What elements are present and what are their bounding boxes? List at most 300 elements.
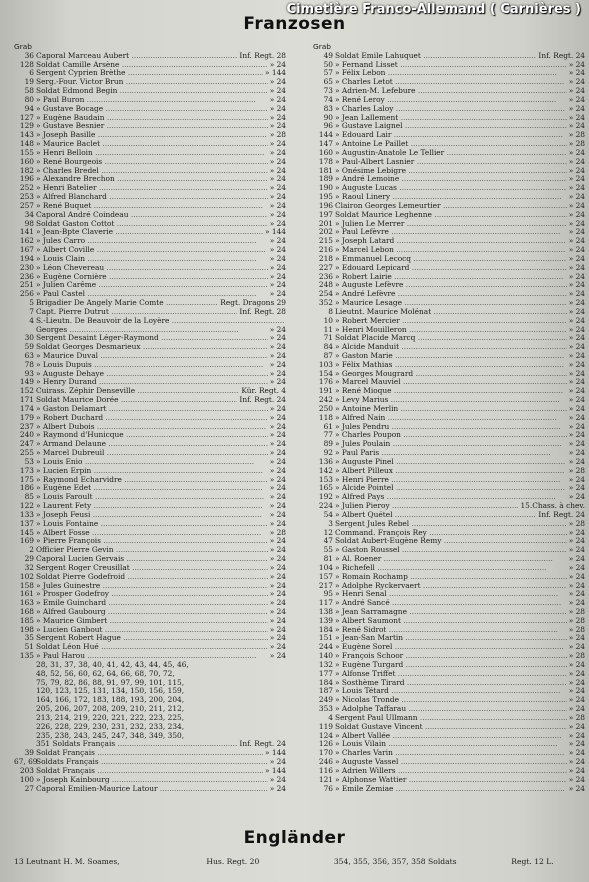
grave-number: 136 [318, 456, 333, 466]
grave-entry [313, 370, 585, 379]
regiment: » 24 [269, 289, 286, 299]
grave-number: 236 [19, 271, 34, 281]
regiment: » 24 [269, 342, 286, 352]
grave-entry [313, 776, 585, 785]
grave-number: 11 [323, 324, 333, 334]
grave-entry [313, 290, 585, 299]
regiment: » 24 [568, 721, 585, 731]
grave-entry [14, 140, 286, 149]
grave-entry [14, 740, 286, 749]
soldier-name: » Alfred Nain ..... [335, 414, 567, 423]
soldier-name: » Alfred Pays ..... [335, 493, 567, 502]
regiment: » 28 [568, 712, 585, 722]
grave-entry [14, 564, 286, 573]
soldier-name: » Robert Duchard ..... [36, 414, 268, 423]
soldier-name: » Joseph Basille ..... [36, 131, 268, 140]
regiment: » 24 [568, 642, 585, 652]
grave-number: 94 [24, 103, 34, 113]
regiment: » 24 [568, 554, 585, 564]
grave-entry [313, 308, 585, 317]
soldier-name: » Prosper Godefroy ..... [36, 590, 268, 599]
regiment: » 24 [568, 448, 585, 458]
soldier-name: » Albert Pilleux ..... [335, 467, 567, 476]
grave-entry [14, 264, 286, 273]
grave-entry [313, 758, 585, 767]
soldier-name: » Onésime Lebigre ..... [335, 167, 567, 176]
regiment: » 24 [269, 562, 286, 572]
grave-entry [14, 343, 286, 352]
soldier-name: » Laurent Fety ..... [36, 502, 268, 511]
grave-number: 240 [19, 430, 34, 440]
regiment: » 28 [269, 527, 286, 537]
regiment: » 24 [269, 615, 286, 625]
grave-entry [14, 599, 286, 608]
soldier-name: » Henri Batelier ..... [36, 184, 268, 193]
soldier-name: » Jean-San Martin ..... [335, 634, 567, 643]
grave-number: 139 [318, 615, 333, 625]
soldier-name: » Charles Letot ..... [335, 78, 567, 87]
grave-number: 4 [328, 712, 333, 722]
soldier-name: » Julien Pieroy ..... [335, 502, 518, 511]
soldier-name: » Auguste Dehaye ..... [36, 370, 268, 379]
grave-entry [14, 467, 286, 476]
grave-number: 176 [318, 377, 333, 387]
grave-entry [14, 776, 286, 785]
grave-number: 177 [318, 668, 333, 678]
grave-number: 74 [323, 94, 333, 104]
soldier-name: » Al. Roener ..... [335, 555, 567, 564]
grave-number: 77 [323, 430, 333, 440]
regiment: » 24 [269, 86, 286, 96]
grave-entry [14, 308, 286, 317]
regiment: » 24 [568, 783, 585, 793]
regiment: » 24 [568, 200, 585, 210]
grave-entry [14, 361, 286, 370]
soldier-name: Sergent Cyprien Brèthe ..... [36, 69, 263, 78]
grave-entry [14, 749, 286, 758]
regiment: » 24 [269, 430, 286, 440]
soldier-name: Cuirass. Zéphir Denseville ..... [36, 387, 239, 396]
grave-entry [14, 158, 286, 167]
grave-entry [313, 705, 585, 714]
grave-number: 19 [24, 77, 34, 87]
regiment: » 24 [269, 262, 286, 272]
grave-number: 203 [19, 765, 34, 775]
soldier-name: » Adrien Willers ..... [335, 767, 567, 776]
soldier-name: » Joseph Kainbourg ..... [36, 776, 268, 785]
grave-number: 51 [24, 642, 34, 652]
grave-entry [14, 149, 286, 158]
soldier-name: » Henri Pierre ..... [335, 476, 567, 485]
grave-number: 257 [19, 200, 34, 210]
grave-number: 95 [323, 589, 333, 599]
soldier-name: » Gustave Besnier ..... [36, 122, 268, 131]
regiment: » 24 [269, 103, 286, 113]
soldier-name: » Eugène Baudain ..... [36, 114, 268, 123]
grave-entry [313, 264, 585, 273]
soldier-name: » Jean-Bpte Claverie ..... [36, 228, 263, 237]
regiment: » 24 [568, 430, 585, 440]
grave-entry [313, 352, 585, 361]
regiment: » 24 [269, 501, 286, 511]
grave-number: 144 [318, 130, 333, 140]
regiment: 15.Chass. à chev. [520, 501, 585, 511]
heading-franzosen: Franzosen [243, 14, 346, 34]
grave-numbers-line: 226, 228, 229, 230, 231, 232, 233, 234, [36, 721, 185, 731]
grave-entry [14, 211, 286, 220]
grave-entry [313, 440, 585, 449]
grave-entry [313, 476, 585, 485]
regiment: » 24 [568, 227, 585, 237]
regiment: » 24 [568, 368, 585, 378]
grave-entry [313, 573, 585, 582]
grave-number: 85 [24, 492, 34, 502]
soldier-name: Georges ..... [36, 326, 268, 335]
grave-entry [14, 396, 286, 405]
grave-number: 126 [318, 739, 333, 749]
regiment: » 24 [568, 536, 585, 546]
regiment: » 24 [269, 783, 286, 793]
regiment: » 24 [269, 147, 286, 157]
grave-entry [313, 511, 585, 520]
grave-entry [313, 555, 585, 564]
grave-number: 100 [19, 774, 34, 784]
grave-number: 145 [19, 527, 34, 537]
grave-entry [313, 661, 585, 670]
grave-entry [14, 643, 286, 652]
regiment: » 24 [568, 112, 585, 122]
soldier-name: » Julien Carême ..... [36, 281, 268, 290]
grave-number: 76 [323, 783, 333, 793]
grave-entry [14, 502, 286, 511]
grave-entry [14, 61, 286, 70]
soldier-name: » Charles Laloy ..... [335, 105, 567, 114]
grave-entry [313, 167, 585, 176]
grave-number: 128 [19, 59, 34, 69]
grave-number: 153 [318, 474, 333, 484]
regiment: » 24 [568, 253, 585, 263]
grave-numbers-line: 235, 238, 243, 245, 247, 348, 349, 350, [36, 730, 185, 740]
regiment: » 24 [269, 218, 286, 228]
soldier-name: » Jean Sarramagne ..... [335, 608, 567, 617]
grave-number: 81 [323, 554, 333, 564]
regiment: Inf. Regt. 28 [239, 306, 286, 316]
grave-number: 53 [24, 456, 34, 466]
soldier-name: » André Sancé ..... [335, 599, 567, 608]
english-left-regiment: Hus. Regt. 20 [206, 857, 260, 866]
regiment: » 28 [568, 651, 585, 661]
grave-numbers-line: 28, 31, 37, 38, 40, 41, 42, 43, 44, 45, 46, [36, 659, 189, 669]
grave-number: 201 [318, 218, 333, 228]
grave-number: 227 [318, 262, 333, 272]
grave-entry [14, 476, 286, 485]
grave-number: 65 [323, 77, 333, 87]
grave-number: 174 [19, 403, 34, 413]
soldier-name: » Eugène Cornière ..... [36, 273, 268, 282]
soldier-name: » Joseph Feusi ..... [36, 511, 268, 520]
grave-number: 191 [318, 386, 333, 396]
grave-entry [14, 431, 286, 440]
soldier-name: » Gaston Delamart ..... [36, 405, 268, 414]
soldier-name: » Louis Clain ..... [36, 255, 268, 264]
grave-number: 237 [19, 421, 34, 431]
soldier-name: » René Sidrot ..... [335, 626, 567, 635]
grave-entry [14, 220, 286, 229]
soldier-name: Soldat Aubert-Eugène Remy ..... [335, 537, 567, 546]
regiment: » 24 [568, 333, 585, 343]
grave-entry [313, 69, 585, 78]
grave-entry [14, 193, 286, 202]
grave-entry [313, 326, 585, 335]
grave-entry [313, 590, 585, 599]
regiment: » 24 [568, 121, 585, 131]
grave-number: 185 [19, 615, 34, 625]
soldier-name: Caporal Lucien Gervais ..... [36, 555, 268, 564]
grave-entry [14, 582, 286, 591]
english-left-entry: 13 Leutnant H. M. Soames, [14, 857, 120, 866]
grave-number: 254 [318, 289, 333, 299]
soldier-name: » Gustave Laignel ..... [335, 122, 567, 131]
regiment: » 24 [568, 298, 585, 308]
regiment: » 24 [568, 94, 585, 104]
grave-number: 255 [19, 448, 34, 458]
regiment: » 24 [568, 677, 585, 687]
grave-entry [14, 202, 286, 211]
regiment: » 24 [568, 456, 585, 466]
grave-entry [313, 193, 585, 202]
english-graves-line [14, 857, 579, 866]
grave-number: 165 [318, 483, 333, 493]
regiment: » 28 [568, 615, 585, 625]
soldier-name: » Paul Harou ..... [36, 652, 268, 661]
grave-entry [14, 87, 286, 96]
soldier-name: » Maurice Gimbert ..... [36, 617, 268, 626]
grave-number: 35 [24, 633, 34, 643]
soldier-name: » Joseph Latard ..... [335, 237, 567, 246]
grave-number: 244 [318, 642, 333, 652]
regiment: » 24 [568, 342, 585, 352]
soldier-name: » Albert Coville ..... [36, 246, 268, 255]
soldier-name: Brigadier De Angely Marie Comte ..... [36, 299, 218, 308]
grave-entry [313, 458, 585, 467]
regiment: » 24 [269, 651, 286, 661]
soldier-name: » Raymond d'Hunicque ..... [36, 431, 268, 440]
grave-entry [14, 281, 286, 290]
regiment: » 24 [568, 386, 585, 396]
regiment: » 24 [568, 545, 585, 555]
soldier-name: Soldat Edmond Begin ..... [36, 87, 268, 96]
regiment: Inf. Regt. 24 [239, 739, 286, 749]
grave-number: 162 [19, 236, 34, 246]
soldier-name: » Nicolas Tronde ..... [335, 696, 567, 705]
grave-number: 181 [318, 165, 333, 175]
regiment: » 24 [269, 518, 286, 528]
regiment: » 144 [265, 765, 286, 775]
regiment: » 24 [269, 94, 286, 104]
grave-number: 49 [323, 50, 333, 60]
grave-number: 152 [19, 386, 34, 396]
regiment: » 24 [269, 589, 286, 599]
regiment: » 24 [568, 730, 585, 740]
grave-number: 32 [24, 562, 34, 572]
regiment: » 24 [269, 545, 286, 555]
soldier-name: Soldat Pierre Godefroid ..... [36, 573, 268, 582]
soldier-name: Capt. Pierre Dutrut ..... [36, 308, 237, 317]
grave-numbers-line: 205, 206, 207, 208, 209, 210, 211, 212, [36, 704, 185, 714]
regiment: » 24 [568, 686, 585, 696]
regiment: » 24 [568, 271, 585, 281]
grave-number: 186 [19, 483, 34, 493]
grave-entry [313, 626, 585, 635]
regiment: » 24 [269, 554, 286, 564]
regiment: » 24 [568, 68, 585, 78]
grave-number: 39 [24, 748, 34, 758]
grave-numbers-line: 48, 52, 56, 60, 62, 64, 66, 68, 70, 72, [36, 668, 175, 678]
grave-number: 230 [19, 262, 34, 272]
soldier-name: » Charles Bredel ..... [36, 167, 268, 176]
grave-entry [313, 175, 585, 184]
regiment: » 24 [568, 598, 585, 608]
soldier-name: 351 Soldats Français ..... [36, 740, 237, 749]
grave-number: 196 [318, 200, 333, 210]
grave-number: 118 [318, 412, 333, 422]
soldier-name: Soldats Français ..... [36, 758, 268, 767]
soldier-name: » Lucien Erpin ..... [36, 467, 268, 476]
grave-entry [313, 767, 585, 776]
soldier-name: » Paul Paris ..... [335, 449, 567, 458]
grave-entry [313, 184, 585, 193]
grave-number: 160 [318, 147, 333, 157]
grave-entry [14, 370, 286, 379]
soldier-name: » Marcel Lebon ..... [335, 246, 567, 255]
grave-number: 184 [318, 677, 333, 687]
grave-number: 92 [323, 448, 333, 458]
regiment: » 28 [568, 518, 585, 528]
grave-entry [313, 396, 585, 405]
grave-number: 27 [24, 783, 34, 793]
grave-entry [313, 405, 585, 414]
grave-entry [313, 202, 585, 211]
grave-numbers-line: 75, 79, 82, 86, 88, 91, 97, 99, 101, 115, [36, 677, 185, 687]
regiment: » 24 [269, 368, 286, 378]
soldier-name: » Raymond Echarvidre ..... [36, 476, 268, 485]
grave-number: 173 [19, 465, 34, 475]
regiment: » 24 [269, 474, 286, 484]
regiment: Inf. Regt. 24 [239, 395, 286, 405]
regiment: » 24 [568, 580, 585, 590]
soldier-name: » Robert Lairie ..... [335, 273, 567, 282]
soldier-name: » Auguste Lefèvre ..... [335, 281, 567, 290]
regiment: » 24 [568, 192, 585, 202]
grave-number: 251 [19, 280, 34, 290]
grave-entry [14, 69, 286, 78]
regiment: » 24 [568, 183, 585, 193]
regiment: » 24 [568, 757, 585, 767]
grave-entry [313, 467, 585, 476]
soldier-name: » Julien Le Merrer ..... [335, 220, 567, 229]
soldier-name: » Gaston Roussel ..... [335, 546, 567, 555]
grave-number: 59 [24, 342, 34, 352]
grave-entry [313, 679, 585, 688]
grave-entry [313, 617, 585, 626]
grave-number: 80 [24, 94, 34, 104]
soldier-name: Soldat Léon Hué ..... [36, 643, 268, 652]
grave-number: 184 [318, 624, 333, 634]
soldier-name: » Alfred Blanchard ..... [36, 193, 268, 202]
grave-number: 84 [323, 342, 333, 352]
soldier-name: » Charles Poupon ..... [335, 431, 567, 440]
grave-number: 224 [318, 501, 333, 511]
regiment: » 24 [269, 77, 286, 87]
regiment: » 24 [269, 59, 286, 69]
grave-number: 4 [29, 315, 34, 325]
regiment: » 24 [269, 757, 286, 767]
regiment: » 24 [269, 465, 286, 475]
regiment: » 24 [568, 103, 585, 113]
soldier-name: » René Buquet ..... [36, 202, 268, 211]
soldier-name: » Alfonse Triffet ..... [335, 670, 567, 679]
grave-number: 198 [19, 624, 34, 634]
regiment: » 24 [568, 156, 585, 166]
regiment: » 24 [568, 77, 585, 87]
grave-entry [14, 317, 286, 326]
grave-number: 253 [19, 192, 34, 202]
grave-numbers-line: 120, 123, 125, 131, 134, 150, 156, 159, [36, 686, 185, 696]
soldier-name: » Albert Saumont ..... [335, 617, 567, 626]
regiment: Inf. Regt. 24 [538, 509, 585, 519]
grave-number: 127 [19, 112, 34, 122]
soldier-name: » Henry Durand ..... [36, 378, 268, 387]
grave-number: 168 [19, 607, 34, 616]
grave-number: 170 [318, 748, 333, 758]
grave-number: 192 [318, 492, 333, 502]
grave-entry [313, 546, 585, 555]
soldier-name: » Paul Buron ..... [36, 96, 268, 105]
grave-number: 132 [318, 659, 333, 669]
regiment: » 24 [568, 562, 585, 572]
grave-entry [14, 529, 286, 538]
grave-numbers-block [14, 661, 286, 740]
soldier-name: Soldat Emile Lahuquet ..... [335, 52, 536, 61]
regiment: » 28 [568, 465, 585, 475]
soldier-name: » Albert Dubois ..... [36, 423, 268, 432]
grave-number: 202 [318, 227, 333, 237]
grave-entry [14, 414, 286, 423]
soldier-name: » Sosthème Tirard ..... [335, 679, 567, 688]
grave-entry [313, 299, 585, 308]
grave-entry [14, 96, 286, 105]
soldier-name: » Albert Quétel ..... [335, 511, 536, 520]
soldier-name: » Louis Fontaine ..... [36, 520, 268, 529]
grave-entry [14, 458, 286, 467]
regiment: » 24 [269, 642, 286, 652]
regiment: » 24 [269, 403, 286, 413]
regiment: » 24 [568, 421, 585, 431]
grave-number: 34 [24, 209, 34, 219]
regiment: » 24 [568, 86, 585, 96]
grave-number: 137 [19, 518, 34, 528]
grave-entry [313, 140, 585, 149]
soldier-name: » Henri Senal ..... [335, 590, 567, 599]
grave-entry [313, 749, 585, 758]
soldier-name: » Alcide Manduit ..... [335, 343, 567, 352]
grave-number: 3 [328, 518, 333, 528]
grave-entry [14, 122, 286, 131]
regiment: » 24 [269, 607, 286, 616]
soldier-name: » Eugène Sorel ..... [335, 643, 567, 652]
regiment: » 24 [568, 704, 585, 714]
regiment: » 24 [568, 395, 585, 405]
